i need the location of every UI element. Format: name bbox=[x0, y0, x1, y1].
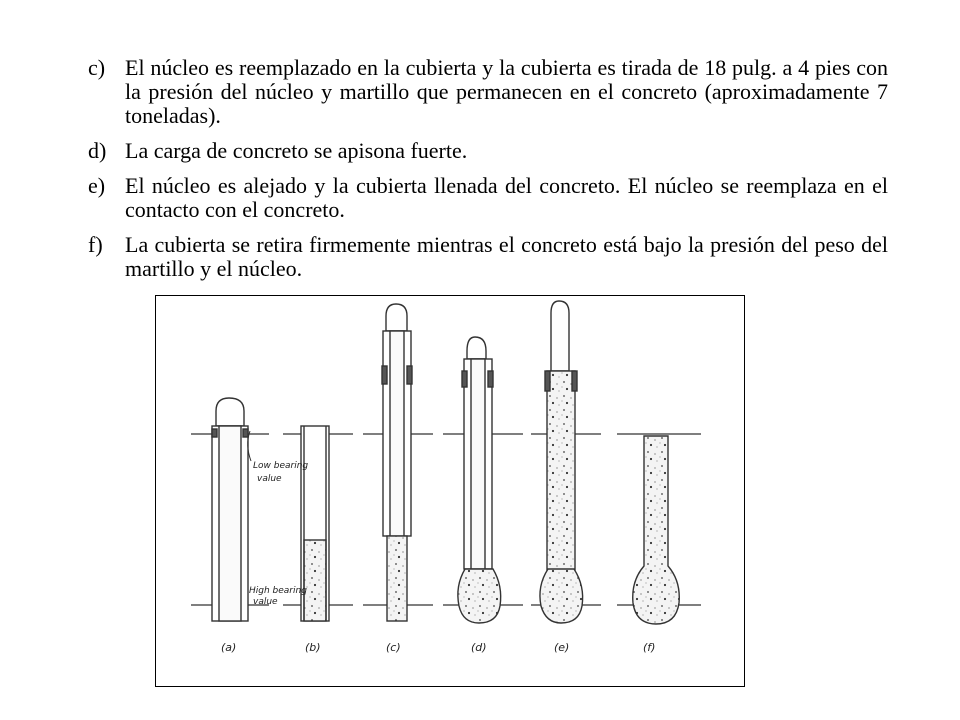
pile-installation-figure bbox=[155, 295, 745, 687]
low-bearing-label: Low bearing bbox=[253, 461, 309, 471]
step-c bbox=[88, 56, 888, 128]
step-text: La carga de concreto se apisona fuerte. bbox=[125, 138, 468, 163]
step-d bbox=[88, 139, 888, 163]
figure-captions bbox=[221, 641, 655, 654]
step-e bbox=[88, 174, 888, 222]
step-marker: f) bbox=[88, 232, 103, 257]
step-f bbox=[88, 233, 888, 281]
pile-stage-f bbox=[633, 436, 680, 624]
pile-stage-a bbox=[212, 398, 248, 621]
caption-f: (f) bbox=[643, 641, 656, 654]
caption-c: (c) bbox=[386, 641, 401, 654]
caption-d: (d) bbox=[471, 641, 487, 654]
caption-e: (e) bbox=[554, 641, 570, 654]
step-text: El núcleo es alejado y la cubierta llenada del concreto. El núcleo se reemplaza en el contacto con el concreto. bbox=[125, 173, 888, 222]
caption-b: (b) bbox=[305, 641, 321, 654]
low-bearing-annotation bbox=[248, 431, 309, 484]
step-text: La cubierta se retira firmemente mientras el concreto está bajo la presión del peso del martillo y el núcleo. bbox=[125, 232, 888, 281]
step-marker: d) bbox=[88, 138, 107, 163]
pile-stage-d bbox=[458, 337, 501, 623]
step-marker: c) bbox=[88, 55, 106, 80]
step-marker: e) bbox=[88, 173, 106, 198]
caption-a: (a) bbox=[221, 641, 237, 654]
high-bearing-annotation bbox=[249, 586, 307, 607]
pile-diagram bbox=[156, 296, 744, 686]
pile-stage-c bbox=[382, 304, 412, 621]
pile-stage-e bbox=[540, 301, 583, 623]
step-text: El núcleo es reemplazado en la cubierta y la cubierta es tirada de 18 pulg. a 4 pies con la presión del núcleo y martillo que permanecen en el concreto (aproximadamente 7 toneladas). bbox=[125, 55, 888, 128]
steps-list bbox=[88, 56, 888, 292]
low-bearing-value: value bbox=[257, 474, 282, 484]
high-bearing-label: High bearing bbox=[249, 586, 307, 596]
high-bearing-value: value bbox=[253, 597, 278, 607]
